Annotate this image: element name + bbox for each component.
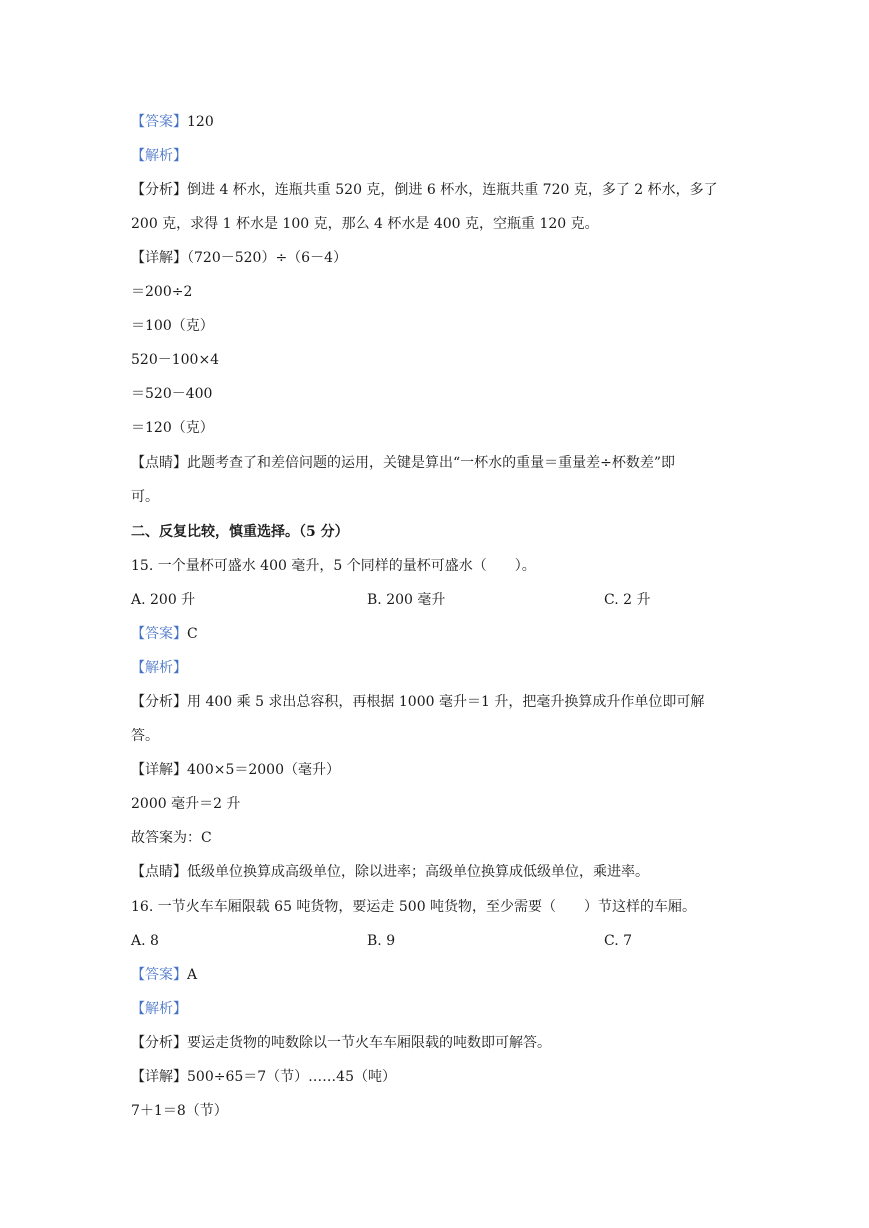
answer-tag: 【答案】 [131, 967, 187, 983]
comment-text: 【点睛】低级单位换算成高级单位，除以进率；高级单位换算成低级单位，乘进率。 [131, 864, 649, 880]
answer-line [131, 965, 197, 985]
answer-value: A [187, 967, 198, 983]
solution-text: 【详解】（720－520）÷（6－4） [131, 250, 347, 266]
solution-text: 【详解】500÷65＝7（节）……45（吨） [131, 1069, 396, 1085]
solution-step: 7＋1＝8（节） [131, 1103, 228, 1119]
answer-tag: 【答案】 [131, 114, 187, 130]
analysis-tag: 【解析】 [131, 660, 187, 676]
question-text: 16. 一节火车车厢限载 65 吨货物，要运走 500 吨货物，至少需要（ ）节这样的车厢。 [131, 899, 697, 915]
option-c: C. 7 [604, 933, 633, 949]
answer-value: 120 [187, 114, 214, 130]
solution-text: 【详解】400×5＝2000（毫升） [131, 762, 340, 778]
answer-value: C [187, 626, 198, 642]
analysis-text: 【分析】倒进 4 杯水，连瓶共重 520 克，倒进 6 杯水，连瓶共重 720 克，多了 2 杯水，多了 [131, 182, 718, 198]
option-b: B. 9 [367, 933, 396, 949]
section-title: 二、反复比较，慎重选择。（5 分） [131, 524, 349, 540]
analysis-tag: 【解析】 [131, 1001, 187, 1017]
option-b: B. 200 毫升 [367, 592, 446, 608]
answer-line [131, 624, 198, 644]
solution-step: ＝100（克） [131, 318, 214, 334]
solution-step: ＝120（克） [131, 420, 214, 436]
option-a: A. 200 升 [131, 592, 196, 608]
solution-step: 2000 毫升＝2 升 [131, 796, 241, 812]
analysis-text-continued: 200 克，求得 1 杯水是 100 克，那么 4 杯水是 400 克，空瓶重 120 克。 [131, 216, 599, 232]
answer-tag: 【答案】 [131, 626, 187, 642]
question-text: 15. 一个量杯可盛水 400 毫升，5 个同样的量杯可盛水（ ）。 [131, 558, 536, 574]
solution-step: 520－100×4 [131, 352, 220, 368]
comment-text: 【点睛】此题考查了和差倍问题的运用，关键是算出“一杯水的重量＝重量差÷杯数差”即 [131, 455, 676, 471]
analysis-text: 【分析】要运走货物的吨数除以一节火车车厢限载的吨数即可解答。 [131, 1035, 551, 1051]
analysis-text: 【分析】用 400 乘 5 求出总容积，再根据 1000 毫升＝1 升，把毫升换算成升作单位即可解 [131, 694, 705, 710]
solution-step: 故答案为：C [131, 830, 212, 846]
solution-step: ＝200÷2 [131, 284, 193, 300]
analysis-text-continued: 答。 [131, 728, 159, 744]
solution-step: ＝520－400 [131, 386, 213, 402]
answer-line [131, 112, 214, 132]
analysis-tag: 【解析】 [131, 148, 187, 164]
option-c: C. 2 升 [604, 592, 651, 608]
option-a: A. 8 [131, 933, 159, 949]
comment-text-continued: 可。 [131, 489, 159, 505]
